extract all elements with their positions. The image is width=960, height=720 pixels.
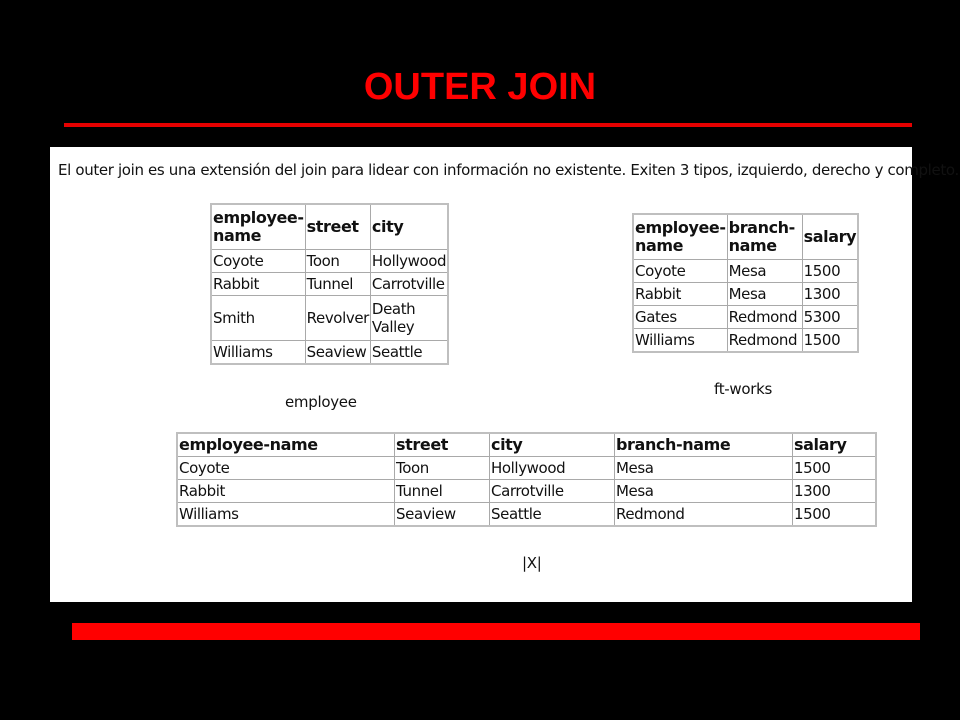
table-row: [633, 306, 858, 329]
table-cell: Rabbit: [633, 283, 727, 306]
column-header: salary: [793, 433, 877, 457]
table-row: [177, 457, 876, 480]
table-cell: 1500: [793, 457, 877, 480]
table-cell: Tunnel: [395, 480, 490, 503]
table-cell: Mesa: [727, 260, 802, 283]
table-header-row: [633, 214, 858, 260]
table-row: [633, 283, 858, 306]
table-cell: 1300: [793, 480, 877, 503]
table-cell: Seaview: [395, 503, 490, 527]
table-cell: Williams: [211, 341, 305, 365]
table-cell: Gates: [633, 306, 727, 329]
title-underline: [64, 123, 912, 127]
table-cell: Williams: [177, 503, 395, 527]
table-cell: Death Valley: [370, 296, 448, 341]
table-cell: Smith: [211, 296, 305, 341]
column-header: city: [370, 204, 448, 250]
table-cell: Seattle: [370, 341, 448, 365]
table-cell: Redmond: [727, 306, 802, 329]
content-panel: [50, 147, 959, 602]
column-header: branch-name: [615, 433, 793, 457]
table-row: [633, 329, 858, 353]
column-header: city: [490, 433, 615, 457]
table-cell: Mesa: [615, 480, 793, 503]
table-cell: Coyote: [177, 457, 395, 480]
column-header: street: [395, 433, 490, 457]
table-cell: Mesa: [615, 457, 793, 480]
table-cell: 1500: [793, 503, 877, 527]
table-row: [177, 480, 876, 503]
table-cell: Coyote: [633, 260, 727, 283]
table-cell: Mesa: [727, 283, 802, 306]
table-cell: 1500: [802, 329, 858, 353]
table-row: [177, 503, 876, 527]
table-cell: Hollywood: [490, 457, 615, 480]
table-cell: Coyote: [211, 250, 305, 273]
column-header: employee-name: [177, 433, 395, 457]
table-cell: Carrotville: [370, 273, 448, 296]
table-cell: Hollywood: [370, 250, 448, 273]
table-cell: 5300: [802, 306, 858, 329]
column-header: branch-name: [727, 214, 802, 260]
table-cell: Redmond: [615, 503, 793, 527]
column-header: employee-name: [211, 204, 305, 250]
join-result-table: [176, 432, 877, 527]
table-cell: Redmond: [727, 329, 802, 353]
column-header: street: [305, 204, 370, 250]
table-cell: Revolver: [305, 296, 370, 341]
table-cell: Rabbit: [177, 480, 395, 503]
ftworks-caption: ft-works: [714, 380, 773, 398]
table-cell: Seattle: [490, 503, 615, 527]
table-cell: 1300: [802, 283, 858, 306]
table-row: [211, 341, 448, 365]
column-header: employee-name: [633, 214, 727, 260]
intro-text: El outer join es una extensión del join para lidear con información no existente. Exiten 3 tipos, izquierdo, derecho y completo.: [58, 161, 959, 179]
table-cell: Seaview: [305, 341, 370, 365]
table-cell: Tunnel: [305, 273, 370, 296]
table-cell: Toon: [395, 457, 490, 480]
slide-title: OUTER JOIN: [363, 66, 597, 108]
table-cell: 1500: [802, 260, 858, 283]
table-header-row: [177, 433, 876, 457]
employee-caption: employee: [285, 393, 357, 411]
bottom-accent-bar: [72, 623, 920, 640]
table-row: [633, 260, 858, 283]
table-row: [211, 273, 448, 296]
table-cell: Carrotville: [490, 480, 615, 503]
table-cell: Rabbit: [211, 273, 305, 296]
table-row: [211, 250, 448, 273]
ftworks-table: [632, 213, 859, 353]
column-header: salary: [802, 214, 858, 260]
table-header-row: [211, 204, 448, 250]
table-row: [211, 296, 448, 341]
table-cell: Williams: [633, 329, 727, 353]
join-symbol-caption: |X|: [522, 554, 542, 572]
table-cell: Toon: [305, 250, 370, 273]
employee-table: [210, 203, 449, 365]
